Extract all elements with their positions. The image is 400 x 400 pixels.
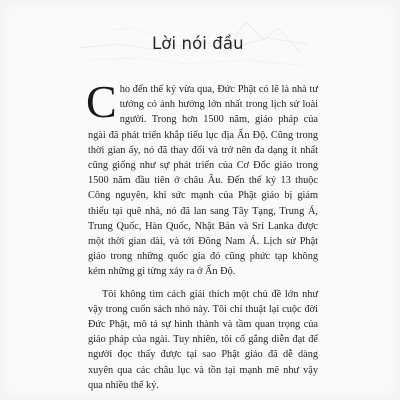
- paragraph-1-text: ho đến thế kỷ vừa qua, Đức Phật có lẽ là nhà tư tưởng có ảnh hưởng lớn nhất trong lịch sử loài người. Trong hơn 1500 năm, giáo pháp của ngài đã phát triển khắp tiểu lục địa Ấn Độ. Cũng trong thời gian ấy, nó đã thay đổi và trở nên đa dạng ít nhất cũng giống như sự phát triển của Cơ Đốc giáo trong 1500 năm đầu tiên ở châu Âu. Đến thế kỷ 13 thuộc Công nguyên, khi sức mạnh của Phật giáo bị giảm thiểu tại quê nhà, nó đã lan sang Tây Tạng, Trung Á, Trung Quốc, Hàn Quốc, Nhật Bản và Sri Lanka được một thời gian dài, và tới Đông Nam Á. Lịch sử Phật giáo trong những quốc gia đó cũng phức tạp không kém những gì từng xảy ra ở Ấn Độ.: [88, 84, 318, 278]
- page-title: Lời nói đầu: [152, 34, 244, 53]
- drop-cap: C: [86, 76, 117, 127]
- preface-body: [86, 76, 318, 393]
- paragraph-1: [86, 76, 318, 280]
- paragraph-2: Tôi không tìm cách giải thích một chủ đề lớn như vậy trong cuốn sách nhỏ này. Tôi chỉ thuật lại cuộc đời Đức Phật, mô tả sự hình thành và tầm quan trọng của giáo pháp của ngài. Tuy nhiên, tôi cố gắng diễn đạt để người đọc thấy được tại sao Phật giáo đã dễ dàng xuyên qua các châu lục và tồn tại mạnh mẽ như vậy qua nhiều thế kỷ.: [88, 288, 318, 391]
